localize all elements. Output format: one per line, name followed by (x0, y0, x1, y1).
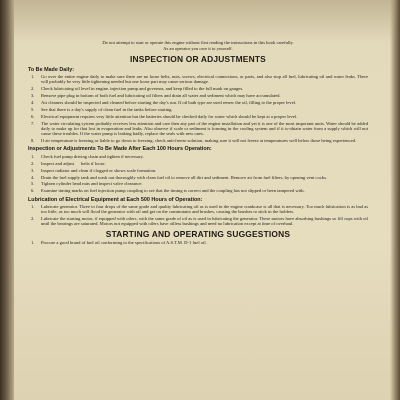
item-number: 1. (31, 203, 35, 209)
intro-line: As an operator you owe it to yourself. (163, 46, 233, 52)
item-text: Check fuel pump driving chain and tighten if necessary. (41, 153, 144, 159)
item-number: 8. (31, 138, 35, 144)
list-item (28, 204, 368, 215)
item-number: 1. (31, 74, 35, 79)
item-text: Drain the fuel supply tank and wash out thoroughly with clean fuel oil to remove all dirt and sediment. Remove air from fuel filters, by opening vent cocks. (41, 174, 328, 180)
section-heading-100-hours: Inspection or Adjustments To Be Made After Each 100 Hours Operation: (28, 146, 212, 153)
intro-line: Do not attempt to start or operate this engine without first reading the instructions in this book carefully. (102, 40, 294, 45)
item-number: 4. (31, 99, 35, 105)
item-number: 2. (31, 216, 35, 222)
list-item (28, 93, 368, 98)
item-text: Go over the entire engine daily to make sure there are no loose belts, nuts, screws, electrical connections, or parts, and also stop all fuel, lubricating oil and water leaks. There will probably be very little tightening needed but one loose part may cause serious damage. (41, 74, 368, 85)
item-number: 4. (31, 174, 35, 180)
list-item (28, 181, 368, 186)
item-text: Air cleaners should be inspected and cleaned before starting the day's run. If oil bath type are used renew the oil, filling to the proper level. (41, 99, 297, 105)
list-item (28, 161, 368, 166)
list-item (28, 154, 368, 159)
item-text: Examine timing marks on fuel injection pump coupling to see that the timing is correct and the coupling has not slipped or been tampered with. (41, 188, 305, 194)
starting-heading: STARTING AND OPERATING SUGGESTIONS (105, 228, 291, 239)
item-text: Remove pipe plug in bottom of both fuel and lubricating oil filters and drain all water and sediment which may have accumulated. (41, 93, 281, 99)
list-item (28, 100, 368, 105)
item-text: Check lubricating oil level in engine, injection pump and governor, and keep filled to the full mark on gauges. (41, 86, 244, 92)
item-text: Tighten cylinder head nuts and inspect valve clearance. (41, 181, 143, 187)
list-item (28, 216, 368, 227)
electrical-list (28, 204, 368, 227)
item-number: 6. (31, 113, 35, 119)
item-number: 1. (31, 153, 35, 159)
list-item (28, 138, 368, 143)
list-item (28, 107, 368, 112)
list-item (28, 240, 368, 245)
item-number: 3. (31, 167, 35, 173)
item-text: Procure a good brand of fuel oil conforming to the specifications of A.S.T.M. D-1 fuel oil. (41, 239, 207, 245)
item-number: 5. (31, 181, 35, 187)
list-item (28, 86, 368, 91)
list-item (28, 121, 368, 137)
item-number: 6. (31, 188, 35, 194)
main-heading: INSPECTION OR ADJUSTMENTS (130, 53, 266, 64)
starting-list (28, 240, 368, 245)
item-text: Electrical equipment requires very little attention but the batteries should be checked daily for water which should be kept at a proper level. (41, 113, 298, 119)
item-text: The water circulating system probably receives less attention and care then any part of the engine installation and yet it is one of the most important units. Water should be added daily to make up for that lost in evaporation and leaks. Also observe if scale or sediment is forming in the cooling system and if it is-obtain water from a supply which will not cause these troubles. If the water pump is leaking badly, replace the seals with new ones. (41, 120, 368, 137)
page-edge (390, 0, 400, 400)
binding-edge (0, 0, 14, 400)
item-text: Lubricate generator. Three to four drops of the same grade and quality lubricating oil as is used in the engine crankcase is all that is necessary. Too much lubrication is as bad as too little, as too much will flood the generator with oil and get on the commutator and brushes, causing the brushes to stick in the holders. (41, 203, 368, 215)
item-number: 3. (31, 93, 35, 99)
item-text: Inspect and adjust belts if loose. (41, 160, 106, 166)
item-number: 7. (31, 120, 35, 126)
item-number: 1. (31, 239, 35, 245)
item-text: Inspect radiator and clean if clogged or shows scale formation. (41, 167, 157, 173)
item-number: 2. (31, 86, 35, 92)
item-number: 5. (31, 106, 35, 112)
list-item (28, 114, 368, 119)
page-shadow (0, 0, 400, 40)
item-number: 2. (31, 160, 35, 166)
section-heading-daily: To Be Made Daily: (28, 66, 75, 73)
item-text: Lubricate the starting motor, if equipped with oilers, with the same grade of oil as is used in lubricating the generator. These motors have absorbing bushings so fill cups with oil until the bearings are saturated. Motors not equipped with oilers have oilless bushings and need no lubrication except at time of overhaul. (41, 216, 368, 227)
section-heading-500-hours: Lubrication of Electrical Equipment at Each 500 Hours of Operation: (28, 196, 203, 203)
list-item (28, 188, 368, 193)
item-text: If air temperature is freezing or liable to go down to freezing, check anti-freeze solution, making sure it will not freeze at temperatures well below those being experienced. (41, 138, 357, 144)
list-item (28, 175, 368, 180)
manual-page-content (28, 40, 368, 247)
list-item (28, 168, 368, 173)
daily-list (28, 74, 368, 143)
item-text: See that there is a day's supply of clean fuel in the tanks before starting. (41, 106, 173, 112)
list-item (28, 74, 368, 85)
hundred-hours-list (28, 154, 368, 194)
